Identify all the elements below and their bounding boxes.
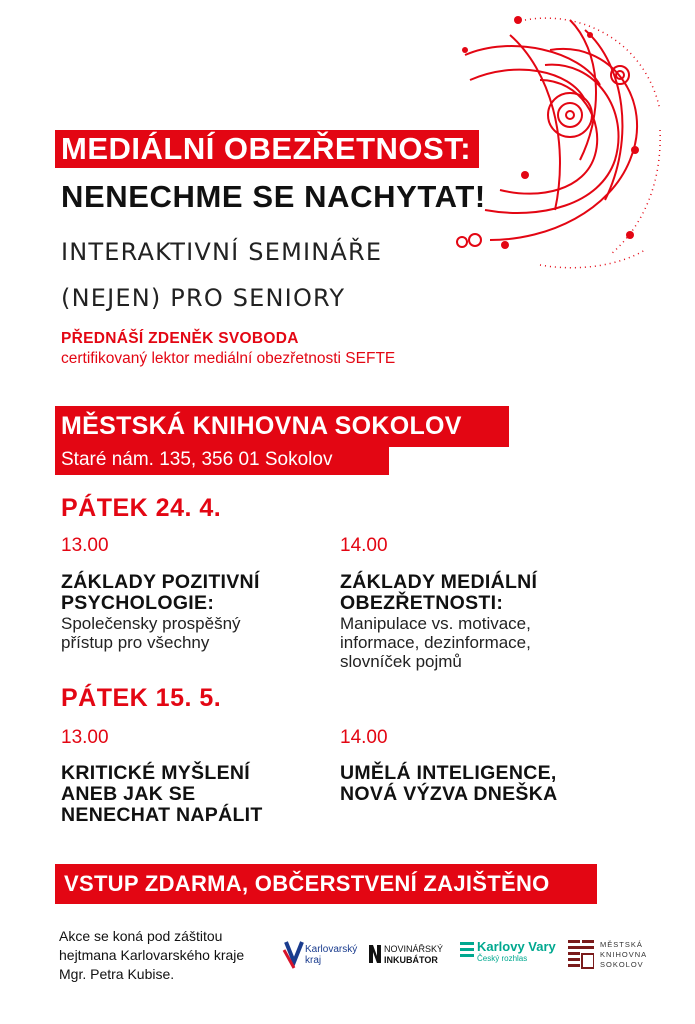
venue-address: Staré nám. 135, 356 01 Sokolov (55, 447, 389, 475)
subtitle-line-2: (NEJEN) PRO SENIORY (61, 284, 346, 312)
lecturer-description: certifikovaný lektor mediální obezřetnosti SEFTE (61, 350, 396, 367)
session-title-line: OBEZŘETNOSTI: (340, 592, 504, 614)
mks-logo-text: SOKOLOV (600, 960, 644, 969)
session-desc-line: slovníček pojmů (340, 652, 462, 671)
session-desc-line: Společensky prospěšný (61, 614, 241, 633)
title-line-1: MEDIÁLNÍ OBEZŘETNOST: (55, 130, 479, 168)
novinarsky-logo-text: NOVINÁŘSKÝ (384, 944, 444, 954)
patronage-line: hejtmana Karlovarského kraje (59, 947, 245, 963)
karlovy-vary-radio-logo (460, 938, 560, 974)
session-title-line: NOVÁ VÝZVA DNEŠKA (340, 783, 558, 805)
session-desc-line: Manipulace vs. motivace, (340, 614, 531, 633)
session-desc-line: přístup pro všechny (61, 633, 210, 652)
patronage-line: Mgr. Petra Kubise. (59, 966, 175, 982)
patronage-note (59, 927, 244, 984)
lecturer-name: PŘEDNÁŠÍ ZDENĚK SVOBODA (61, 330, 299, 347)
patronage-line: Akce se koná pod záštitou (59, 928, 223, 944)
day-2-session-1 (61, 763, 263, 826)
session-desc-line: informace, dezinformace, (340, 633, 531, 652)
karlovarsky-logo-text: Karlovarský (305, 944, 358, 955)
novinarsky-n-icon (368, 944, 382, 964)
session-title-line: KRITICKÉ MYŠLENÍ (61, 762, 250, 784)
mks-emblem-icon (568, 940, 594, 970)
session-title-line: UMĚLÁ INTELIGENCE, (340, 762, 557, 784)
day-2-date: PÁTEK 15. 5. (61, 684, 222, 712)
session-title-line: ZÁKLADY MEDIÁLNÍ (340, 571, 538, 593)
mks-logo-text: MĚSTSKÁ (600, 940, 643, 949)
novinarsky-inkubator-logo (368, 938, 452, 974)
session-title-line: PSYCHOLOGIE: (61, 592, 215, 614)
day-1-session-1 (61, 572, 260, 652)
mks-logo-text: KNIHOVNA (600, 950, 648, 959)
venue-name: MĚSTSKÁ KNIHOVNA SOKOLOV (55, 406, 509, 447)
karlovarsky-logo-text: kraj (305, 955, 322, 966)
day-1-date: PÁTEK 24. 4. (61, 494, 222, 522)
session-title-line: ZÁKLADY POZITIVNÍ (61, 571, 260, 593)
day-1-session-2 (340, 572, 537, 671)
cesky-rozhlas-icon (460, 942, 474, 958)
session-title-line: NENECHAT NAPÁLIT (61, 804, 263, 826)
cesky-rozhlas-logo-text: Český rozhlas (477, 954, 528, 963)
day-2-session-2-time: 14.00 (340, 727, 388, 748)
subtitle-line-1: INTERAKTIVNÍ SEMINÁŘE (61, 238, 383, 266)
day-2-session-2 (340, 763, 557, 805)
novinarsky-logo-text: INKUBÁTOR (384, 955, 438, 965)
mestska-knihovna-sokolov-logo (568, 938, 653, 974)
session-title-line: ANEB JAK SE (61, 783, 196, 805)
free-entry-banner: VSTUP ZDARMA, OBČERSTVENÍ ZAJIŠTĚNO (55, 864, 597, 904)
day-2-session-1-time: 13.00 (61, 727, 109, 748)
karlovy-vary-logo-text: Karlovy Vary (477, 939, 556, 954)
day-1-session-1-time: 13.00 (61, 535, 109, 556)
karlovarsky-kraj-emblem-icon (282, 938, 306, 972)
karlovarsky-kraj-logo (282, 938, 362, 974)
day-1-session-2-time: 14.00 (340, 535, 388, 556)
title-line-2: NENECHME SE NACHYTAT! (61, 179, 486, 214)
